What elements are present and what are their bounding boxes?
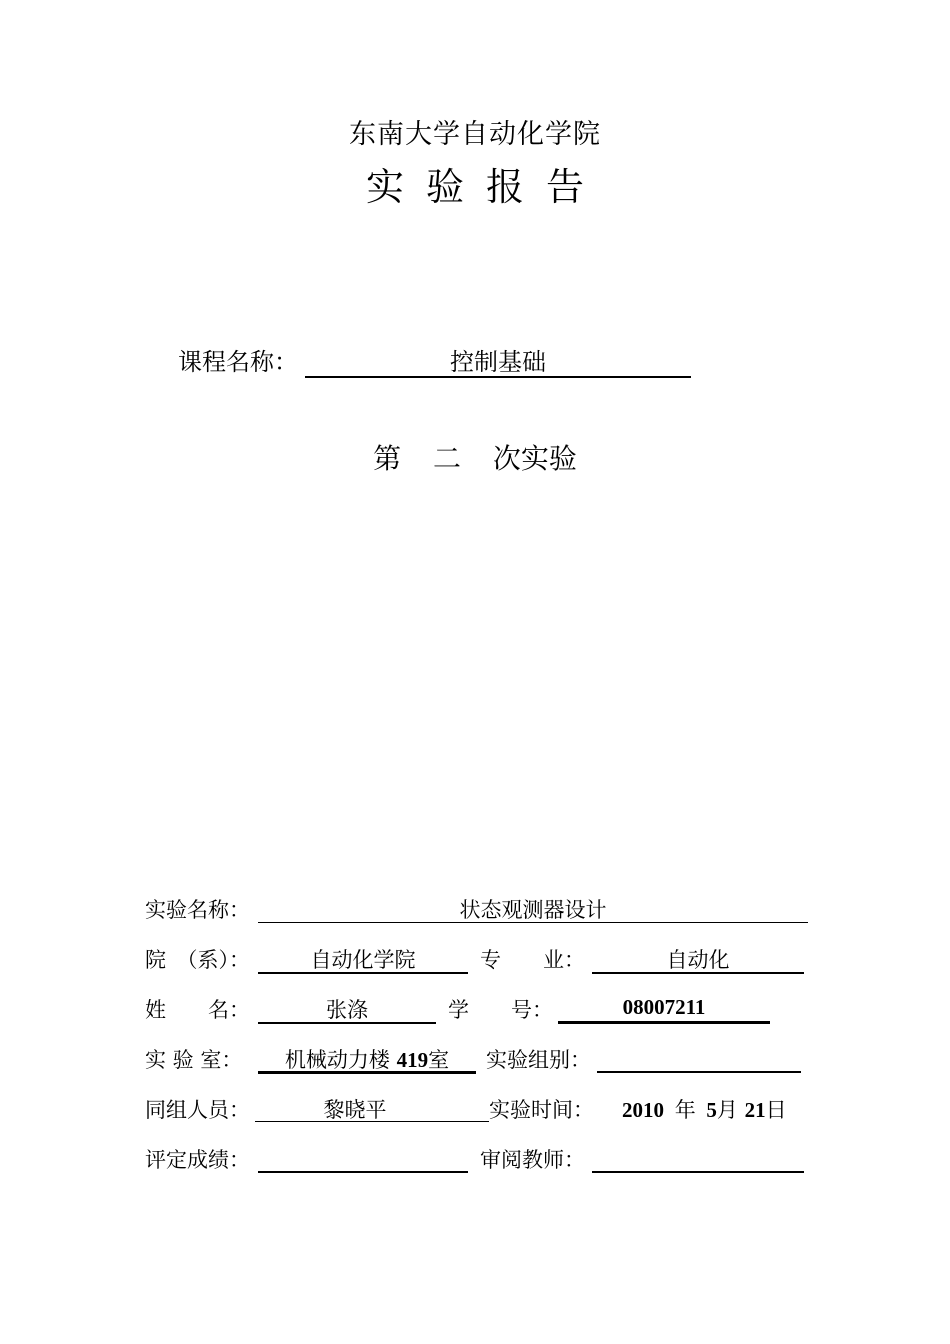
course-label: 课程名称： (178, 348, 298, 376)
experiment-number-value: 二 (432, 442, 461, 475)
time-year-unit: 年 (674, 1098, 696, 1122)
experiment-prefix: 第 (373, 442, 402, 475)
time-value (622, 1094, 787, 1124)
course-value: 控制基础 (450, 348, 546, 376)
dept-label: 院 （系）： (145, 948, 250, 972)
student-id-underline (558, 1021, 770, 1024)
experiment-suffix: 次实验 (492, 442, 577, 475)
time-year: 2010 (622, 1098, 664, 1122)
grade-underline (258, 1171, 468, 1173)
lab-underline (258, 1071, 476, 1074)
experiment-number (0, 437, 950, 477)
time-month: 5 (706, 1098, 717, 1122)
school-name: 东南大学自动化学院 (349, 119, 601, 150)
course-underline (305, 376, 691, 378)
major-value: 自动化 (666, 948, 730, 972)
lab-value (258, 1044, 476, 1074)
dept-value: 自动化学院 (310, 948, 416, 972)
exp-name-label: 实验名称： (145, 898, 250, 922)
time-month-unit: 月 (716, 1098, 738, 1122)
members-value: 黎晓平 (323, 1098, 387, 1122)
report-title: 实验报告 (365, 165, 606, 209)
exp-name-underline (258, 922, 808, 923)
student-id-label: 学 号： (448, 998, 553, 1022)
members-label: 同组人员： (145, 1098, 250, 1122)
lab-label: 实 验 室： (145, 1048, 243, 1072)
members-underline (255, 1121, 489, 1122)
group-underline (597, 1071, 801, 1073)
time-label: 实验时间： (489, 1098, 594, 1122)
time-day: 21 (744, 1098, 766, 1122)
lab-room-number: 419 (396, 1048, 429, 1072)
dept-underline (258, 972, 468, 974)
name-label: 姓 名： (145, 998, 250, 1022)
time-day-unit: 日 (765, 1098, 787, 1122)
lab-room-suffix: 室 (428, 1048, 450, 1072)
grade-label: 评定成绩： (145, 1148, 250, 1172)
name-underline (258, 1022, 436, 1024)
exp-name-value: 状态观测器设计 (459, 898, 607, 922)
student-id-value: 08007211 (622, 995, 706, 1019)
group-label: 实验组别： (486, 1048, 591, 1072)
lab-building: 机械动力楼 (284, 1048, 390, 1072)
major-underline (592, 972, 804, 974)
major-label: 专 业： (480, 948, 585, 972)
name-value: 张涤 (326, 998, 368, 1022)
reviewer-label: 审阅教师： (480, 1148, 585, 1172)
reviewer-underline (592, 1171, 804, 1173)
